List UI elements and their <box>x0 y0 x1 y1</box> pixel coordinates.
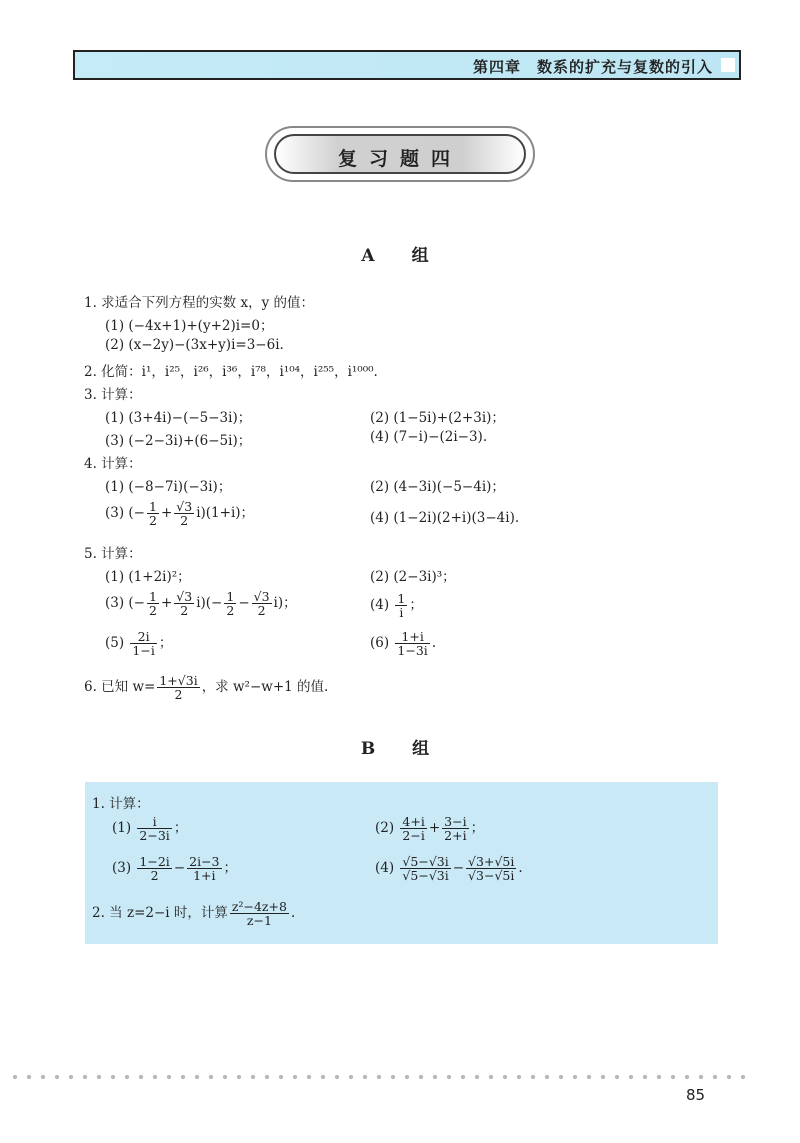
denominator: 2 <box>180 513 189 529</box>
denominator: 2−3i <box>139 828 170 844</box>
a-question-3-4: (4) (7−i)−(2i−3). <box>370 429 488 445</box>
fraction <box>230 900 289 927</box>
fraction <box>147 590 159 617</box>
review-title-inner <box>274 134 526 174</box>
punctuation: . <box>431 635 437 652</box>
denominator: 2 <box>174 687 183 703</box>
denominator: 2 <box>180 603 189 619</box>
fraction <box>400 815 426 842</box>
fraction <box>137 855 171 882</box>
numerator: √5−√3i <box>402 854 449 869</box>
page-number: 85 <box>686 1086 706 1104</box>
question-text: 6. 已知 w= <box>84 679 156 696</box>
fraction <box>400 855 450 882</box>
header-square-decoration <box>721 58 735 72</box>
review-title-frame <box>265 126 535 182</box>
fraction <box>130 630 156 657</box>
denominator: 1+i <box>193 868 216 884</box>
denominator: 2−i <box>402 828 425 844</box>
a-question-1-1: (1) (−4x+1)+(y+2)i=0； <box>105 318 274 334</box>
denominator: 1−i <box>132 643 155 659</box>
fraction <box>157 674 199 701</box>
expression-tail: (1+i)； <box>205 505 255 522</box>
a-question-5-1: (1) (1+2i)²； <box>105 569 191 585</box>
numerator: √3+√5i <box>468 854 515 869</box>
a-question-5-5 <box>105 630 172 657</box>
a-question-3: 3. 计算： <box>84 387 142 403</box>
a-question-5-4 <box>370 592 423 619</box>
item-label: (4) <box>370 597 390 614</box>
a-question-5: 5. 计算： <box>84 546 142 562</box>
chapter-title: 第四章 数系的扩充与复数的引入 <box>472 58 713 76</box>
a-question-5-3: (3) (− $\frac{1}{2}$ + $\frac{√3}{2}$ i)(− $\frac{1}{2}$ − $\frac{√3}{2}$ i)； <box>105 589 297 619</box>
numerator: 1+i <box>395 630 429 644</box>
a-question-3-2: (2) (1−5i)+(2+3i)； <box>370 410 505 426</box>
a-question-4-1: (1) (−8−7i)(−3i)； <box>105 479 232 495</box>
b-question-1-1 <box>112 815 187 842</box>
denominator: 2+i <box>444 828 467 844</box>
numerator: i <box>137 815 171 829</box>
fraction <box>174 590 194 617</box>
a-question-1-2: (2) (x−2y)−(3x+y)i=3−6i. <box>105 337 284 353</box>
fraction <box>395 630 429 657</box>
fraction <box>252 590 272 617</box>
group-a-heading: A 组 <box>361 246 439 266</box>
numerator: 1+√3i <box>159 673 198 688</box>
denominator: 2 <box>149 513 157 529</box>
a-question-4-4: (4) (1−2i)(2+i)(3−4i). <box>370 510 520 526</box>
b-question-1: 1. 计算： <box>92 796 150 812</box>
fraction <box>137 815 171 842</box>
numerator: 3−i <box>444 814 467 829</box>
footer-dotted-line <box>8 1074 753 1080</box>
punctuation: ； <box>158 635 173 652</box>
a-question-1: 1. 求适合下列方程的实数 x，y 的值： <box>84 295 314 311</box>
denominator: 2 <box>257 603 266 619</box>
fraction <box>442 815 468 842</box>
question-text: 2. 当 z=2−i 时，计算 <box>92 905 228 922</box>
punctuation: ； <box>470 820 485 837</box>
a-question-5-2: (2) (2−3i)³； <box>370 569 456 585</box>
fraction <box>187 855 221 882</box>
denominator: 2 <box>226 603 235 619</box>
numerator: z²−4z+8 <box>231 899 287 914</box>
numerator: √3 <box>253 589 270 604</box>
numerator: 1−2i <box>139 854 170 869</box>
fraction <box>466 855 516 882</box>
a-question-2: 2. 化简：i¹，i²⁵，i²⁶，i³⁶，i⁷⁸，i¹⁰⁴，i²⁵⁵，i¹⁰⁰⁰. <box>84 364 378 380</box>
b-question-1-3: (3) $\frac{1-2i}{2}$ − $\frac{2i-3}{1+i}$ ； <box>112 854 238 884</box>
item-label: (1) <box>112 820 132 837</box>
a-question-3-1: (1) (3+4i)−(−5−3i)； <box>105 410 252 426</box>
a-question-3-3: (3) (−2−3i)+(6−5i)； <box>105 433 252 449</box>
a-question-4-3: (3) (− $\frac{1}{2}$ + $\frac{√3}{2}$ i)(1+i)； <box>105 499 255 529</box>
punctuation: ； <box>283 595 297 612</box>
numerator: 2i <box>130 630 156 644</box>
b-question-1-4: (4) $\frac{√5-√3i}{√5-√3i}$ − $\frac{√3+√5i}{√3-√5i}$ . <box>375 854 523 884</box>
item-label: (5) <box>105 635 125 652</box>
denominator: √3−√5i <box>468 868 515 884</box>
numerator: √3 <box>176 499 193 514</box>
numerator: 1 <box>149 499 157 514</box>
punctuation: ； <box>409 597 423 614</box>
item-label: (3) <box>105 595 125 612</box>
item-label: (3) <box>112 860 132 877</box>
punctuation: . <box>290 905 296 922</box>
item-label: (3) <box>105 505 125 522</box>
numerator: √3 <box>176 589 193 604</box>
denominator: 2 <box>150 868 159 884</box>
chapter-header <box>73 50 741 80</box>
denominator: √5−√3i <box>402 868 449 884</box>
numerator: 1 <box>397 591 406 606</box>
item-label: (6) <box>370 635 390 652</box>
numerator: 4+i <box>402 814 425 829</box>
punctuation: ； <box>173 820 188 837</box>
denominator: 2 <box>149 603 157 619</box>
item-label: (4) <box>375 860 395 877</box>
numerator: 1 <box>149 589 157 604</box>
fraction <box>174 500 194 527</box>
review-title: 复习题四 <box>337 148 462 170</box>
a-question-4-2: (2) (4−3i)(−5−4i)； <box>370 479 505 495</box>
fraction <box>395 592 407 619</box>
a-question-6 <box>84 674 328 701</box>
denominator: i <box>399 605 404 621</box>
numerator: 1 <box>226 589 235 604</box>
denominator: z−1 <box>246 913 272 929</box>
fraction <box>147 500 159 527</box>
group-b-heading: B 组 <box>360 739 440 759</box>
b-question-1-2: (2) $\frac{4+i}{2-i}$ + $\frac{3-i}{2+i}$ ； <box>375 814 485 844</box>
a-question-4: 4. 计算： <box>84 456 142 472</box>
b-question-2 <box>92 900 295 927</box>
punctuation: . <box>518 860 523 877</box>
denominator: 1−3i <box>397 643 428 659</box>
numerator: 2i−3 <box>189 854 220 869</box>
item-label: (2) <box>375 820 395 837</box>
fraction <box>224 590 236 617</box>
question-text: ，求 w²−w+1 的值. <box>201 679 329 696</box>
punctuation: ； <box>223 860 238 877</box>
a-question-5-6 <box>370 630 436 657</box>
